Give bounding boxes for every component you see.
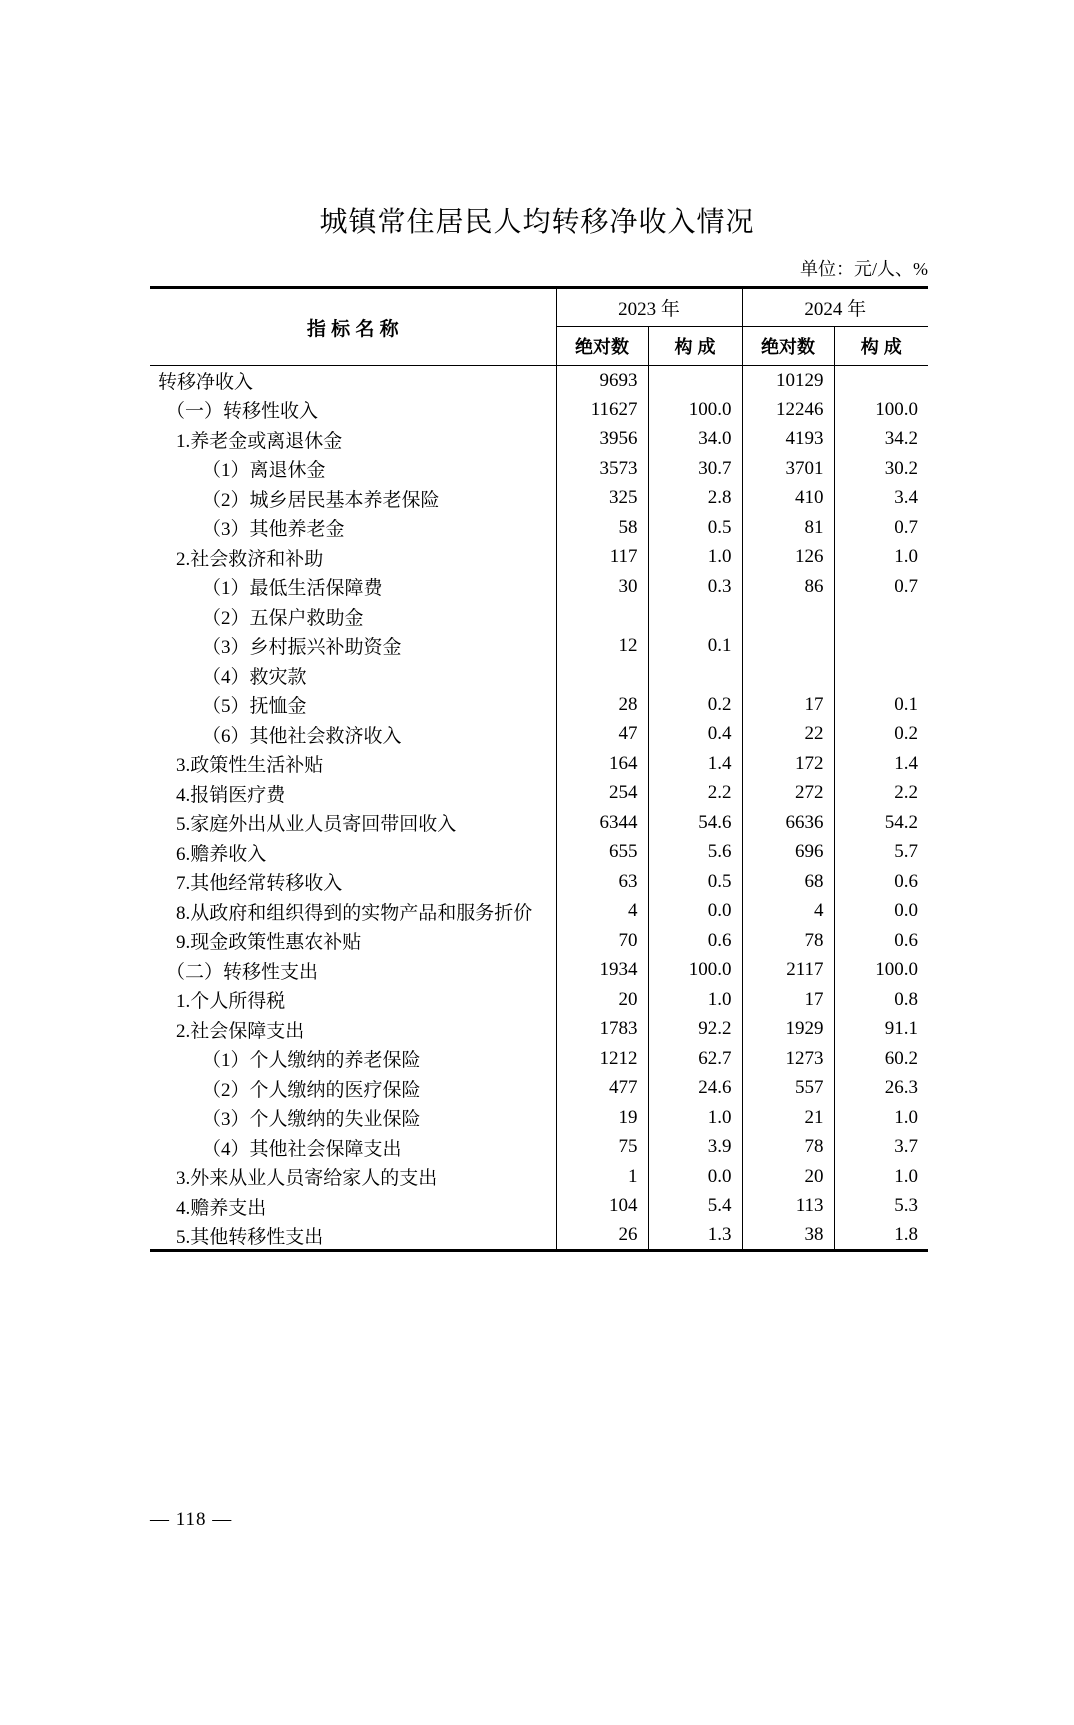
table-row [150, 897, 928, 927]
row-value-cell [556, 602, 648, 632]
row-value-cell [648, 366, 742, 396]
row-value-cell: 0.3 [648, 572, 742, 602]
page-number: — 118 — [150, 1509, 233, 1530]
row-indicator-label: 4.报销医疗费 [150, 779, 556, 809]
row-value-cell: 54.2 [884, 811, 919, 833]
row-value-cell: 28 [556, 690, 648, 720]
row-indicator-label: （6）其他社会救济收入 [150, 720, 556, 750]
row-value-cell: 62.7 [648, 1044, 742, 1074]
row-value-cell: 38 [742, 1221, 834, 1251]
row-indicator-label: （二）转移性支出 [150, 956, 556, 986]
row-value-cell: 12 [556, 631, 648, 661]
row-value-cell: 477 [556, 1074, 648, 1104]
row-indicator-label: （4）救灾款 [150, 661, 556, 691]
row-value-cell: 26.3 [884, 1077, 919, 1099]
row-value-cell: 0.6 [894, 870, 919, 892]
table-row [150, 454, 928, 484]
header-absolute-2023: 绝对数 [556, 327, 648, 366]
row-value-cell: 1.0 [894, 546, 919, 568]
row-value-cell: 100.0 [648, 956, 742, 986]
row-value-cell: 1.4 [648, 749, 742, 779]
table-row [150, 631, 928, 661]
row-indicator-label: （2）个人缴纳的医疗保险 [150, 1074, 556, 1104]
table-row [150, 484, 928, 514]
row-value-cell: 78 [742, 926, 834, 956]
header-year-2024: 2024 年 [742, 288, 928, 327]
row-value-cell: 172 [742, 749, 834, 779]
row-value-cell: 4193 [742, 425, 834, 455]
row-value-cell [556, 661, 648, 691]
row-value-cell: 92.2 [648, 1015, 742, 1045]
row-value-cell: 3.9 [648, 1133, 742, 1163]
row-value-cell: 1273 [742, 1044, 834, 1074]
table-row [150, 926, 928, 956]
row-value-cell: 91.1 [884, 1018, 919, 1040]
row-indicator-label: （3）乡村振兴补助资金 [150, 631, 556, 661]
row-value-cell: 2117 [742, 956, 834, 986]
row-value-cell: 254 [556, 779, 648, 809]
row-indicator-label: 8.从政府和组织得到的实物产品和服务折价 [150, 897, 556, 927]
row-value-cell: 1.0 [648, 543, 742, 573]
table-row [150, 985, 928, 1015]
row-value-cell: 10129 [742, 366, 834, 396]
table-row [150, 543, 928, 573]
header-indicator-name: 指 标 名 称 [150, 288, 556, 366]
row-value-cell [648, 661, 742, 691]
row-value-cell: 30.7 [648, 454, 742, 484]
row-value-cell: 20 [556, 985, 648, 1015]
row-value-cell: 34.0 [648, 425, 742, 455]
row-value-cell: 3.7 [894, 1136, 919, 1158]
row-value-cell: 1.0 [894, 1106, 919, 1128]
table-body [150, 366, 928, 1251]
row-value-cell: 1212 [556, 1044, 648, 1074]
table-row [150, 956, 928, 986]
row-value-cell: 0.6 [894, 929, 919, 951]
row-value-cell: 86 [742, 572, 834, 602]
row-indicator-label: 5.家庭外出从业人员寄回带回收入 [150, 808, 556, 838]
row-indicator-label: （5）抚恤金 [150, 690, 556, 720]
row-value-cell: 60.2 [884, 1047, 919, 1069]
table-row [150, 602, 928, 632]
row-value-cell: 22 [742, 720, 834, 750]
row-value-cell: 100.0 [875, 959, 919, 981]
row-indicator-label: 1.个人所得税 [150, 985, 556, 1015]
row-indicator-label: （3）其他养老金 [150, 513, 556, 543]
table-row [150, 425, 928, 455]
row-value-cell [834, 366, 928, 396]
row-value-cell: 1.0 [894, 1165, 919, 1187]
row-value-cell [648, 602, 742, 632]
row-value-cell: 1.0 [648, 985, 742, 1015]
row-indicator-label: （1）离退休金 [150, 454, 556, 484]
table-row [150, 572, 928, 602]
row-value-cell: 47 [556, 720, 648, 750]
row-value-cell: 2.8 [648, 484, 742, 514]
row-value-cell: 3573 [556, 454, 648, 484]
row-value-cell: 34.2 [884, 428, 919, 450]
unit-note: 单位：元/人、% [800, 259, 928, 279]
row-value-cell: 0.7 [894, 575, 919, 597]
page-title: 城镇常住居民人均转移净收入情况 [319, 207, 755, 238]
row-indicator-label: （3）个人缴纳的失业保险 [150, 1103, 556, 1133]
table-row [150, 779, 928, 809]
table-row [150, 867, 928, 897]
table-row [150, 1074, 928, 1104]
table-row [150, 838, 928, 868]
header-absolute-2024: 绝对数 [742, 327, 834, 366]
header-row-years [150, 288, 928, 327]
row-value-cell: 117 [556, 543, 648, 573]
row-value-cell: 11627 [556, 395, 648, 425]
row-value-cell: 410 [742, 484, 834, 514]
row-value-cell [742, 661, 834, 691]
row-value-cell: 1934 [556, 956, 648, 986]
row-value-cell: 5.4 [648, 1192, 742, 1222]
row-value-cell [742, 631, 834, 661]
row-value-cell: 696 [742, 838, 834, 868]
row-value-cell: 68 [742, 867, 834, 897]
income-table [150, 286, 928, 1252]
row-value-cell: 75 [556, 1133, 648, 1163]
row-value-cell: 17 [742, 690, 834, 720]
row-value-cell: 5.3 [894, 1195, 919, 1217]
row-value-cell [834, 661, 928, 691]
row-indicator-label: 2.社会保障支出 [150, 1015, 556, 1045]
row-value-cell: 126 [742, 543, 834, 573]
row-value-cell: 0.5 [648, 867, 742, 897]
row-indicator-label: （1）个人缴纳的养老保险 [150, 1044, 556, 1074]
table-row [150, 1133, 928, 1163]
row-indicator-label: 3.政策性生活补贴 [150, 749, 556, 779]
table-row [150, 690, 928, 720]
table-row [150, 1162, 928, 1192]
row-value-cell: 0.1 [648, 631, 742, 661]
row-value-cell: 272 [742, 779, 834, 809]
row-value-cell: 1 [556, 1162, 648, 1192]
row-value-cell: 5.6 [648, 838, 742, 868]
row-indicator-label: 转移净收入 [150, 366, 556, 396]
row-value-cell: 3956 [556, 425, 648, 455]
row-value-cell: 164 [556, 749, 648, 779]
table-row [150, 395, 928, 425]
row-value-cell: 30.2 [884, 457, 919, 479]
header-year-2023: 2023 年 [556, 288, 742, 327]
row-value-cell: 24.6 [648, 1074, 742, 1104]
table-row [150, 1192, 928, 1222]
row-value-cell: 104 [556, 1192, 648, 1222]
row-indicator-label: 3.外来从业人员寄给家人的支出 [150, 1162, 556, 1192]
row-value-cell: 1.4 [894, 752, 919, 774]
table-row [150, 1015, 928, 1045]
row-value-cell: 6636 [742, 808, 834, 838]
row-value-cell: 1.3 [648, 1221, 742, 1251]
row-value-cell: 113 [742, 1192, 834, 1222]
row-value-cell: 557 [742, 1074, 834, 1104]
header-composition-2023: 构 成 [648, 327, 742, 366]
row-indicator-label: （一）转移性收入 [150, 395, 556, 425]
row-indicator-label: 7.其他经常转移收入 [150, 867, 556, 897]
row-value-cell: 58 [556, 513, 648, 543]
row-value-cell: 63 [556, 867, 648, 897]
row-value-cell: 19 [556, 1103, 648, 1133]
row-value-cell: 0.6 [648, 926, 742, 956]
row-value-cell: 100.0 [648, 395, 742, 425]
table-row [150, 720, 928, 750]
row-value-cell: 1783 [556, 1015, 648, 1045]
row-value-cell: 17 [742, 985, 834, 1015]
row-value-cell: 6344 [556, 808, 648, 838]
row-value-cell: 81 [742, 513, 834, 543]
row-indicator-label: （1）最低生活保障费 [150, 572, 556, 602]
row-value-cell: 0.0 [648, 1162, 742, 1192]
row-value-cell: 0.4 [648, 720, 742, 750]
row-indicator-label: （2）五保户救助金 [150, 602, 556, 632]
row-value-cell: 0.7 [894, 516, 919, 538]
row-value-cell: 20 [742, 1162, 834, 1192]
row-value-cell [834, 602, 928, 632]
row-indicator-label: 5.其他转移性支出 [150, 1221, 556, 1251]
row-value-cell: 78 [742, 1133, 834, 1163]
row-value-cell: 30 [556, 572, 648, 602]
row-value-cell: 1929 [742, 1015, 834, 1045]
row-value-cell: 12246 [742, 395, 834, 425]
row-value-cell: 54.6 [648, 808, 742, 838]
table-row [150, 808, 928, 838]
row-value-cell: 0.2 [648, 690, 742, 720]
row-value-cell: 3.4 [894, 487, 919, 509]
row-indicator-label: 9.现金政策性惠农补贴 [150, 926, 556, 956]
table-row [150, 513, 928, 543]
row-value-cell: 21 [742, 1103, 834, 1133]
row-value-cell: 2.2 [648, 779, 742, 809]
table-header [150, 288, 928, 366]
row-value-cell: 2.2 [894, 782, 919, 804]
row-value-cell: 0.5 [648, 513, 742, 543]
row-indicator-label: （4）其他社会保障支出 [150, 1133, 556, 1163]
row-value-cell: 26 [556, 1221, 648, 1251]
row-value-cell [834, 631, 928, 661]
table-row [150, 1044, 928, 1074]
row-indicator-label: （2）城乡居民基本养老保险 [150, 484, 556, 514]
table-row [150, 1103, 928, 1133]
row-value-cell: 100.0 [875, 398, 919, 420]
row-value-cell: 9693 [556, 366, 648, 396]
row-value-cell: 3701 [742, 454, 834, 484]
row-value-cell: 1.8 [894, 1224, 919, 1245]
table-row [150, 661, 928, 691]
table-row [150, 366, 928, 396]
row-indicator-label: 4.赡养支出 [150, 1192, 556, 1222]
row-value-cell: 0.1 [894, 693, 919, 715]
row-value-cell [742, 602, 834, 632]
row-indicator-label: 1.养老金或离退休金 [150, 425, 556, 455]
row-value-cell: 0.0 [894, 900, 919, 922]
row-value-cell: 0.0 [648, 897, 742, 927]
row-indicator-label: 2.社会救济和补助 [150, 543, 556, 573]
row-value-cell: 70 [556, 926, 648, 956]
row-value-cell: 5.7 [894, 841, 919, 863]
row-indicator-label: 6.赡养收入 [150, 838, 556, 868]
row-value-cell: 0.8 [894, 988, 919, 1010]
row-value-cell: 0.2 [894, 723, 919, 745]
row-value-cell: 655 [556, 838, 648, 868]
row-value-cell: 1.0 [648, 1103, 742, 1133]
row-value-cell: 325 [556, 484, 648, 514]
row-value-cell: 4 [556, 897, 648, 927]
row-value-cell: 4 [742, 897, 834, 927]
table-row [150, 1221, 928, 1251]
table-row [150, 749, 928, 779]
header-composition-2024: 构 成 [834, 327, 928, 366]
